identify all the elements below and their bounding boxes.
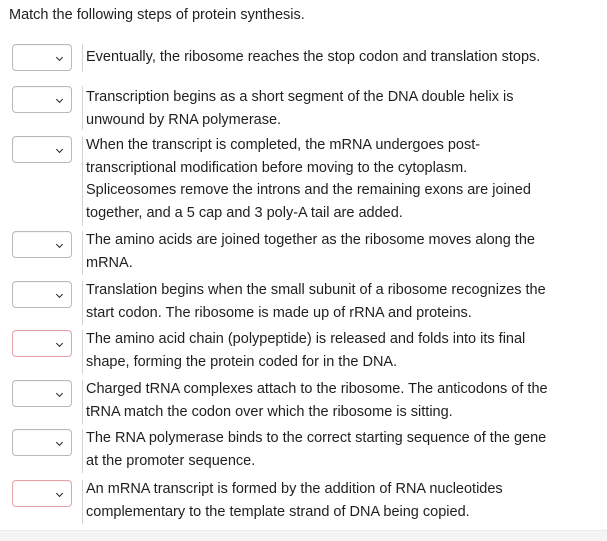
answer-dropdown[interactable] — [12, 429, 72, 456]
row-divider — [82, 330, 83, 374]
chevron-down-icon — [56, 96, 63, 103]
row-divider — [82, 380, 83, 424]
row-divider — [82, 480, 83, 524]
match-row — [12, 429, 597, 473]
match-row — [12, 380, 597, 424]
answer-dropdown[interactable] — [12, 44, 72, 71]
match-row — [12, 231, 597, 275]
step-text: The amino acids are joined together as the ribosome moves along the mRNA. — [86, 232, 535, 271]
answer-dropdown[interactable] — [12, 136, 72, 163]
step-text: Transcription begins as a short segment of the DNA double helix is unwound by RNA polymerase. — [86, 89, 514, 128]
chevron-down-icon — [56, 291, 63, 298]
answer-dropdown[interactable] — [12, 330, 72, 357]
match-row — [12, 86, 597, 130]
row-divider — [82, 281, 83, 325]
chevron-down-icon — [56, 54, 63, 61]
row-divider — [82, 429, 83, 473]
row-divider — [82, 44, 83, 72]
step-text: When the transcript is completed, the mRNA undergoes post- transcriptional modification before moving to the cytoplasm. Spliceosomes remove the introns and the remaining exons are joined together, and a 5 cap and 3 poly-A tail are added. — [86, 137, 531, 221]
step-text: Eventually, the ribosome reaches the stop codon and translation stops. — [86, 49, 541, 65]
step-text: The RNA polymerase binds to the correct starting sequence of the gene at the promoter sequence. — [86, 430, 547, 469]
row-divider — [82, 231, 83, 275]
answer-dropdown[interactable] — [12, 480, 72, 507]
answer-dropdown[interactable] — [12, 231, 72, 258]
match-row — [12, 136, 597, 226]
match-row — [12, 330, 597, 374]
bottom-strip — [0, 530, 607, 541]
chevron-down-icon — [56, 340, 63, 347]
answer-dropdown[interactable] — [12, 281, 72, 308]
answer-dropdown[interactable] — [12, 86, 72, 113]
match-row — [12, 480, 597, 524]
chevron-down-icon — [56, 439, 63, 446]
chevron-down-icon — [56, 390, 63, 397]
chevron-down-icon — [56, 241, 63, 248]
step-text: The amino acid chain (polypeptide) is released and folds into its final shape, forming the protein coded for in the DNA. — [86, 331, 526, 370]
row-divider — [82, 86, 83, 130]
step-text: Translation begins when the small subunit of a ribosome recognizes the start codon. The ribosome is made up of rRNA and proteins. — [86, 282, 546, 321]
row-divider — [82, 136, 83, 226]
match-row — [12, 281, 597, 325]
answer-dropdown[interactable] — [12, 380, 72, 407]
match-row — [12, 44, 597, 72]
step-text: Charged tRNA complexes attach to the ribosome. The anticodons of the tRNA match the codon over which the ribosome is sitting. — [86, 381, 548, 420]
chevron-down-icon — [56, 146, 63, 153]
chevron-down-icon — [56, 490, 63, 497]
step-text: An mRNA transcript is formed by the addition of RNA nucleotides complementary to the template strand of DNA being copied. — [86, 481, 503, 520]
question-text: Match the following steps of protein synthesis. — [9, 7, 305, 23]
